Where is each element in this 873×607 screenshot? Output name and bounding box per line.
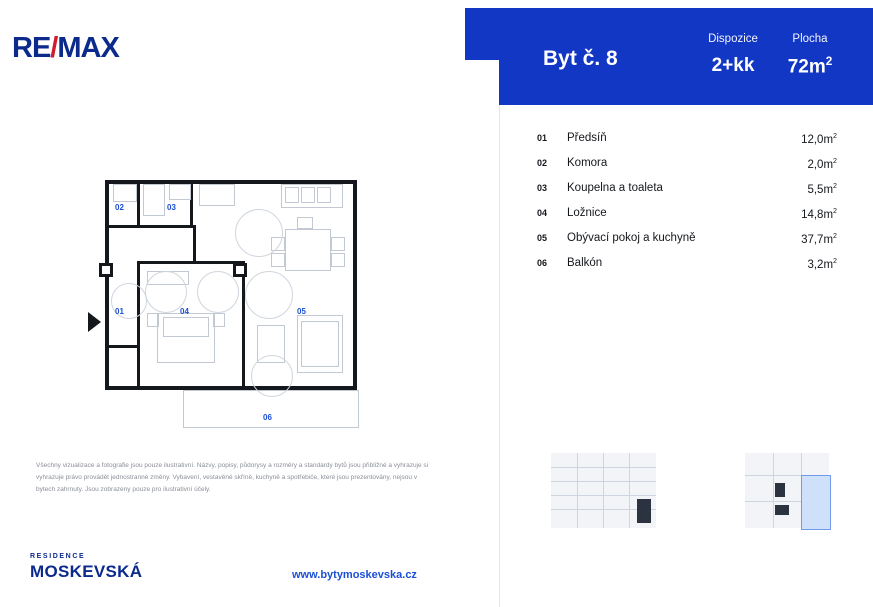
window-mid xyxy=(233,263,247,277)
door-arc-2 xyxy=(197,271,239,313)
plan-label-04: 04 xyxy=(180,307,189,316)
project-logo xyxy=(30,553,142,582)
room-area-value: 2,0m xyxy=(807,158,834,171)
furniture-nightstand-1 xyxy=(147,313,159,327)
unit-title: Byt č. 8 xyxy=(543,47,618,70)
room-number: 05 xyxy=(537,233,548,243)
entrance-arrow-icon xyxy=(88,312,101,332)
furniture-chair-2 xyxy=(271,253,285,267)
fixture-sink-2 xyxy=(301,187,315,203)
plocha-number: 72m xyxy=(787,56,826,78)
dispozice-value: 2+kk xyxy=(711,55,755,76)
room-area-value: 5,5m xyxy=(807,183,834,196)
room-number: 03 xyxy=(537,183,548,193)
logo-slash: / xyxy=(50,32,58,64)
wall-int-2 xyxy=(109,225,193,228)
plocha-label: Plocha xyxy=(792,33,828,45)
header-col-plocha xyxy=(779,33,841,78)
room-number: 06 xyxy=(537,258,548,268)
furniture-chair-5 xyxy=(297,217,313,229)
room-area-sup: 2 xyxy=(833,257,837,265)
room-number: 01 xyxy=(537,133,548,143)
building-elevation-keyplan xyxy=(551,453,656,528)
door-arc-4 xyxy=(235,209,283,257)
floor-plan-drawing xyxy=(85,175,375,425)
room-area-sup: 2 xyxy=(833,232,837,240)
room-name: Ložnice xyxy=(567,207,607,219)
room-area-sup: 2 xyxy=(833,132,837,140)
fixture-oven xyxy=(317,187,331,203)
table-row xyxy=(537,155,837,180)
highlighted-unit-floor xyxy=(801,475,831,530)
room-list xyxy=(537,130,837,280)
residence-label: RESIDENCE xyxy=(30,553,86,560)
furniture-nightstand-2 xyxy=(213,313,225,327)
room-name: Komora xyxy=(567,157,608,169)
window-left xyxy=(99,263,113,277)
room-name: Obývací pokoj a kuchyně xyxy=(567,232,696,244)
vertical-divider xyxy=(499,105,500,607)
door-arc-balcony xyxy=(251,355,293,397)
room-area-value: 12,0m xyxy=(801,133,834,146)
room-area-value: 37,7m xyxy=(801,233,834,246)
fixture-bath-1 xyxy=(113,184,137,202)
header-notch xyxy=(465,8,499,60)
fixture-wc xyxy=(143,184,165,216)
plan-label-05: 05 xyxy=(297,307,306,316)
room-area xyxy=(801,132,837,146)
room-name: Koupelna a toaleta xyxy=(567,182,663,194)
wall-right xyxy=(353,180,357,390)
logo-re-text: RE xyxy=(12,32,51,64)
wall-int-5 xyxy=(137,261,245,264)
room-area xyxy=(801,232,837,246)
project-name: MOSKEVSKÁ xyxy=(30,562,143,581)
plan-label-01: 01 xyxy=(115,307,124,316)
header-col-dispozice xyxy=(697,33,769,77)
furniture-chair-3 xyxy=(331,237,345,251)
room-area-sup: 2 xyxy=(833,207,837,215)
remax-logo xyxy=(12,32,119,65)
room-number: 02 xyxy=(537,158,548,168)
room-area-value: 3,2m xyxy=(807,258,834,271)
room-area-sup: 2 xyxy=(833,157,837,165)
building-floor-keyplan xyxy=(745,453,829,528)
wall-int-4 xyxy=(137,261,140,390)
furniture-chair-4 xyxy=(331,253,345,267)
website-link[interactable]: www.bytymoskevska.cz xyxy=(292,569,417,581)
wall-int-8 xyxy=(109,345,140,348)
fixture-sink xyxy=(169,184,191,200)
room-area xyxy=(801,207,837,221)
furniture-pillows xyxy=(163,317,209,337)
disclaimer-text: Všechny vizualizace a fotografie jsou pouze ilustrativní. Názvy, popisy, půdorysy a rozměry a standardy bytů jsou přibližné a vyhrazuje si vyhrazuje právo provádět jednostranné změny. Vybavení, vestavěné skříně, kuchyně a spotřebiče, které jsou prezentovány, nejsou v bytech zahrnuty. Jsou zobrazeny pouze pro ilustrativní účely. xyxy=(36,462,429,494)
table-row xyxy=(537,255,837,280)
fixture-hob xyxy=(285,187,299,203)
plan-label-02: 02 xyxy=(115,203,124,212)
room-area xyxy=(807,157,837,171)
dispozice-label: Dispozice xyxy=(708,33,758,45)
furniture-dining-table xyxy=(285,229,331,271)
plan-label-06: 06 xyxy=(263,413,272,422)
plan-label-03: 03 xyxy=(167,203,176,212)
furniture-sofa-inner xyxy=(301,321,339,367)
table-row xyxy=(537,180,837,205)
plocha-value xyxy=(779,55,841,78)
wall-int-7 xyxy=(193,225,196,264)
room-area xyxy=(807,182,837,196)
header-banner xyxy=(499,8,873,105)
wall-int-1 xyxy=(137,180,140,228)
room-name: Předsíň xyxy=(567,132,607,144)
room-number: 04 xyxy=(537,208,548,218)
room-name: Balkón xyxy=(567,257,603,269)
door-arc-3 xyxy=(245,271,293,319)
highlighted-unit-elevation xyxy=(637,499,651,523)
table-row xyxy=(537,230,837,255)
room-area-value: 14,8m xyxy=(801,208,834,221)
wall-int-6 xyxy=(242,261,245,390)
fixture-kitchen-counter xyxy=(199,184,235,206)
table-row xyxy=(537,130,837,155)
room-area-sup: 2 xyxy=(833,182,837,190)
logo-max-text: MAX xyxy=(57,32,119,64)
room-area xyxy=(807,257,837,271)
wall-left xyxy=(105,180,109,390)
table-row xyxy=(537,205,837,230)
plocha-sup: 2 xyxy=(825,55,833,68)
